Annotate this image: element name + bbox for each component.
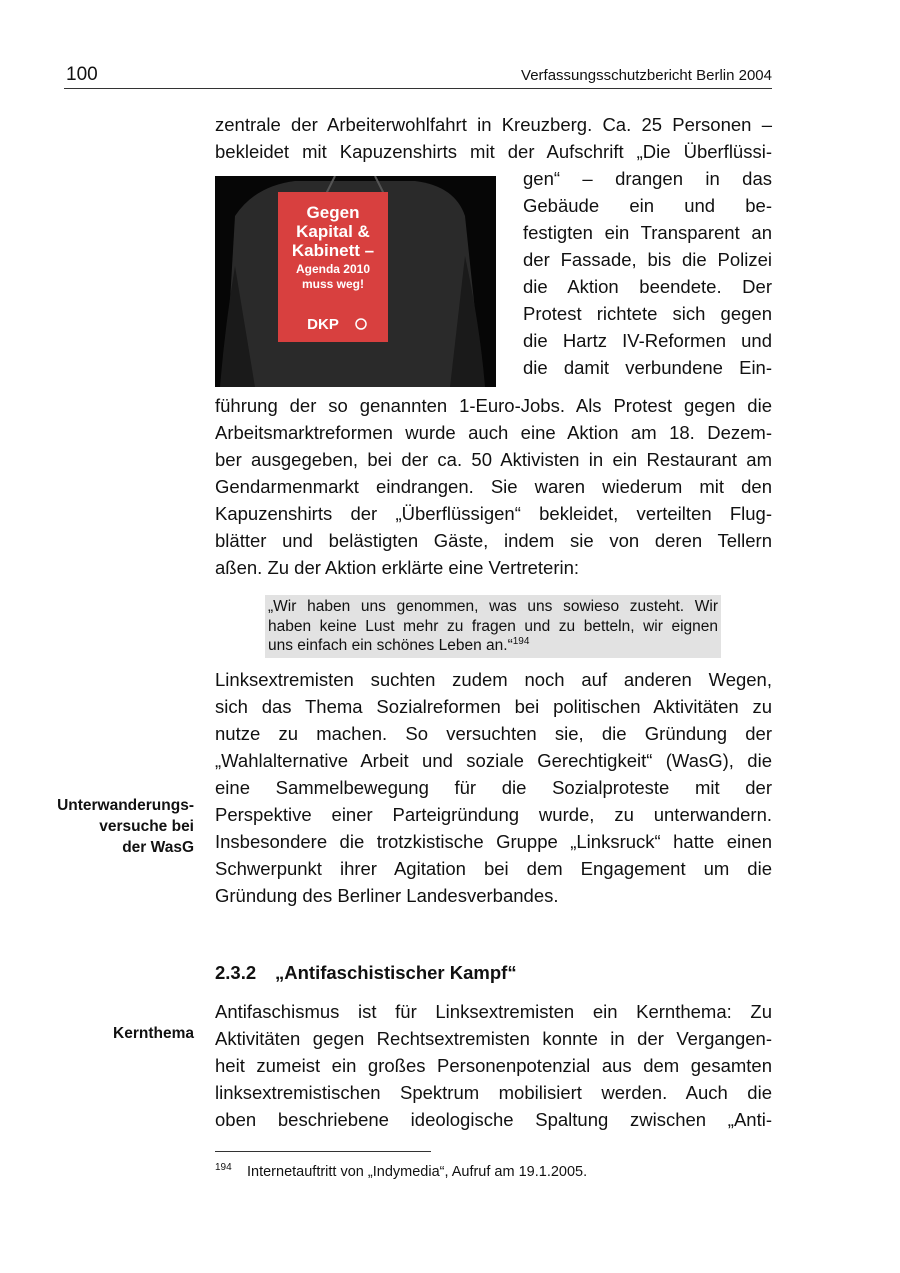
text-line: sich das Thema Sozialreformen bei politischen Aktivitäten zu — [215, 696, 772, 717]
text-line: heit zumeist ein großes Personenpotenzial aus dem gesamten — [215, 1055, 772, 1076]
text-line: gen“ – drangen in das — [523, 168, 772, 189]
text-line: die Aktion beendete. Der — [523, 276, 772, 297]
paragraph-3 — [215, 998, 772, 1133]
section-number: 2.3.2 — [215, 962, 257, 983]
margin-note-line: Unterwanderungs- — [57, 797, 194, 814]
section-heading — [215, 962, 517, 984]
footnote-text: Internetauftritt von „Indymedia“, Aufruf am 19.1.2005. — [247, 1164, 588, 1180]
text-line: zentrale der Arbeiterwohlfahrt in Kreuzberg. Ca. 25 Personen – — [215, 114, 772, 135]
text-line: Aktivitäten gegen Rechtsextremisten konnte in der Vergangen- — [215, 1028, 772, 1049]
page-number: 100 — [66, 64, 98, 85]
text-line: oben beschriebene ideologische Spaltung zwischen „Anti- — [215, 1109, 772, 1130]
quote-line: haben keine Lust mehr zu fragen und zu betteln, wir eignen — [268, 617, 718, 635]
sign-text: Agenda 2010 — [295, 262, 371, 276]
sign-text: Kapital & — [296, 222, 370, 241]
paragraph-1-narrow — [523, 165, 772, 381]
footnote — [215, 1164, 587, 1180]
text-line: Kapuzenshirts der „Überflüssigen“ bekleidet, verteilten Flug- — [215, 503, 772, 524]
footnote-rule — [215, 1151, 431, 1152]
dkp-logo: DKP — [307, 316, 339, 333]
text-line: Gendarmenmarkt eindrangen. Sie waren wiederum mit den — [215, 476, 772, 497]
text-line: ber ausgegeben, bei der ca. 50 Aktivisten in ein Restaurant am — [215, 449, 772, 470]
section-title: „Antifaschistischer Kampf“ — [275, 962, 517, 983]
text-line: die damit verbundene Ein- — [523, 357, 772, 378]
text-line: bekleidet mit Kapuzenshirts mit der Aufschrift „Die Überflüssi- — [215, 141, 772, 162]
text-line: Schwerpunkt ihrer Agitation bei dem Engagement um die — [215, 858, 772, 879]
text-line: festigten ein Transparent an — [523, 222, 772, 243]
quote-line-text: uns einfach ein schönes Leben an.“ — [268, 637, 513, 654]
text-line: blätter und belästigten Gäste, indem sie von deren Tellern — [215, 530, 772, 551]
sign-text: Kabinett – — [291, 241, 375, 260]
footnote-reference: 194 — [512, 635, 530, 647]
sign-text: Gegen — [306, 203, 360, 222]
text-line: Gründung des Berliner Landesverbandes. — [215, 885, 559, 906]
paragraph-1-rest — [215, 392, 772, 581]
quote-line: „Wir haben uns genommen, was uns sowieso zusteht. Wir — [268, 598, 718, 615]
text-line: führung der so genannten 1-Euro-Jobs. Als Protest gegen die — [215, 395, 772, 416]
sign-text: muss weg! — [301, 277, 365, 291]
text-line: Protest richtete sich gegen — [523, 303, 772, 324]
text-line: Arbeitsmarktreformen wurde auch eine Aktion am 18. Dezem- — [215, 422, 772, 443]
text-line: Insbesondere die trotzkistische Gruppe „Linksruck“ hatte einen — [215, 831, 772, 852]
paragraph-1-top — [215, 111, 772, 165]
block-quote — [265, 595, 721, 658]
text-line: eine Sammelbewegung für die Sozialproteste mit der — [215, 777, 772, 798]
margin-note-line: der WasG — [122, 839, 194, 856]
quote-line — [268, 636, 718, 656]
protest-sign-photo — [215, 176, 496, 387]
text-line: nutze zu machen. So versuchten sie, die Gründung der — [215, 723, 772, 744]
text-line: die Hartz IV-Reformen und — [523, 330, 772, 351]
text-line: linksextremistischen Spektrum mobilisiert werden. Auch die — [215, 1082, 772, 1103]
photo — [215, 176, 496, 387]
text-line: Gebäude ein und be- — [523, 195, 772, 216]
text-line: „Wahlalternative Arbeit und soziale Gerechtigkeit“ (WasG), die — [215, 750, 772, 771]
text-line: Antifaschismus ist für Linksextremisten ein Kernthema: Zu — [215, 1001, 772, 1022]
running-title: Verfassungsschutzbericht Berlin 2004 — [521, 67, 772, 84]
text-line: der Fassade, bis die Polizei — [523, 249, 772, 270]
text-line: Perspektive einer Parteigründung wurde, zu unterwandern. — [215, 804, 772, 825]
header-rule — [64, 88, 772, 89]
text-line: aßen. Zu der Aktion erklärte eine Vertreterin: — [215, 557, 580, 578]
text-line: Linksextremisten suchten zudem noch auf anderen Wegen, — [215, 669, 772, 690]
paragraph-2 — [215, 666, 772, 909]
footnote-number: 194 — [215, 1162, 232, 1173]
margin-note-wasg — [57, 795, 194, 858]
margin-note-kernthema: Kernthema — [113, 1025, 194, 1042]
margin-note-line: versuche bei — [99, 818, 194, 835]
